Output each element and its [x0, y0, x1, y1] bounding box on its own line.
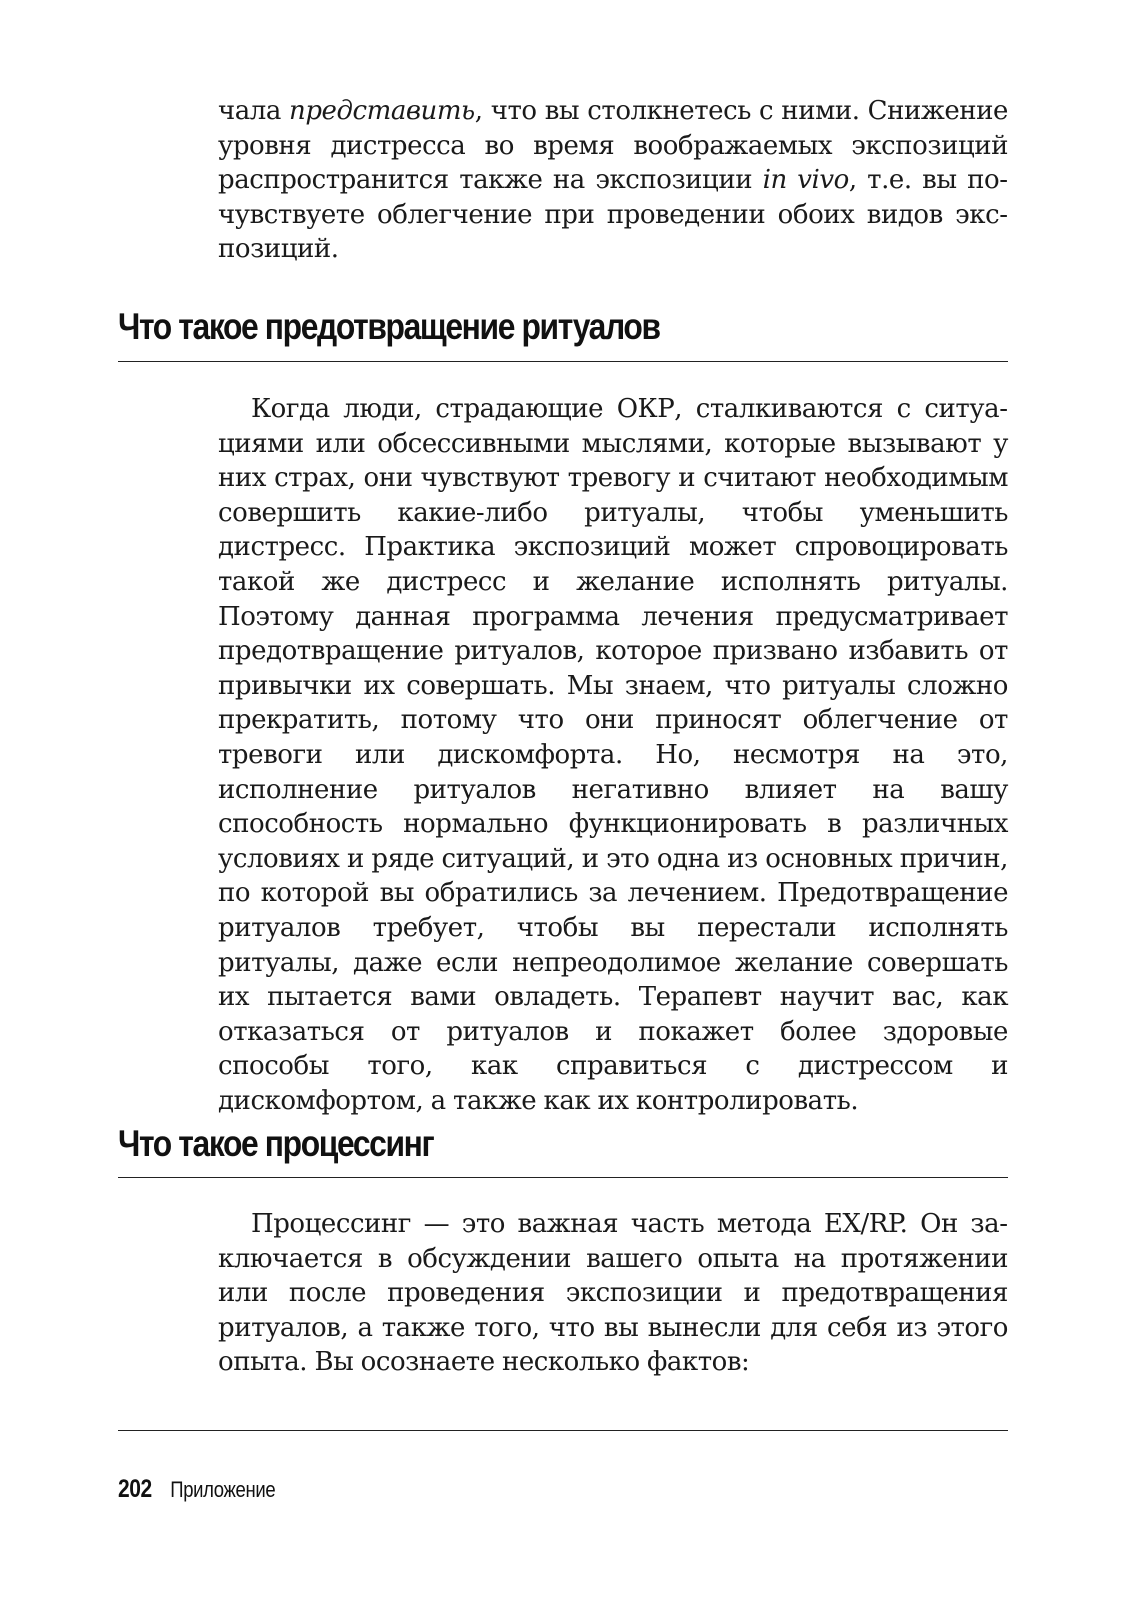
section-divider	[118, 1177, 1008, 1178]
intro-text-part2: , что вы столкнетесь с ними. Снижение уровня дистресса во время воображаемых экспозиций распространится также на экспозиции	[218, 96, 1008, 196]
page-footer	[118, 1475, 275, 1504]
intro-paragraph	[218, 94, 1008, 267]
intro-emphasis-in-vivo: in vivo	[762, 165, 849, 196]
section-divider	[118, 361, 1008, 362]
intro-text-part3: , т.е. вы почувствуете облегчение при проведении обоих видов экспозиций.	[218, 165, 1008, 265]
intro-emphasis-imagine: представить	[289, 96, 475, 126]
section-heading-processing: Что такое процессинг	[118, 1123, 434, 1164]
processing-paragraph: Процессинг — это важная часть метода EX/RP. Он заключается в обсуждении вашего опыта на протяжении или после проведения экспозиции и предотвращения ритуалов, а также того, что вы вынесли для себя из этого опыта. Вы осознаете несколько фактов:	[218, 1209, 1008, 1378]
ritual-prevention-paragraph: Когда люди, страдающие ОКР, сталкиваются с ситуациями или обсессивными мыслями, которые вызывают у них страх, они чувствуют тревогу и считают необходимым совершить какие-либо ритуалы, чтобы уменьшить дистресс. Практика экспозиций может спровоцировать такой же дистресс и желание исполнять ритуалы. Поэтому данная программа лечения предусматривает предотвращение ритуалов, которое призвано избавить от привычки их совершать. Мы знаем, что ритуалы сложно прекратить, потому что они приносят облегчение от тревоги или дискомфорта. Но, несмотря на это, исполнение ритуалов негативно влияет на вашу способность нормально функционировать в различных условиях и ряде ситуаций, и это одна из основных причин, по которой вы обратились за лечением. Предотвращение ритуалов требует, чтобы вы перестали исполнять ритуалы, даже если непреодолимое желание совершать их пытается вами овладеть. Терапевт научит вас, как отказаться от ритуалов и покажет более здоровые способы того, как справиться с дистрессом и дискомфортом, а также как их контролировать.	[218, 394, 1008, 1116]
footer-divider	[118, 1430, 1008, 1431]
section-heading-ritual-prevention: Что такое предотвращение ритуалов	[118, 306, 660, 347]
running-footer-title: Приложение	[170, 1477, 276, 1502]
intro-text-part1: чала	[218, 96, 290, 126]
page-number: 202	[118, 1475, 152, 1503]
